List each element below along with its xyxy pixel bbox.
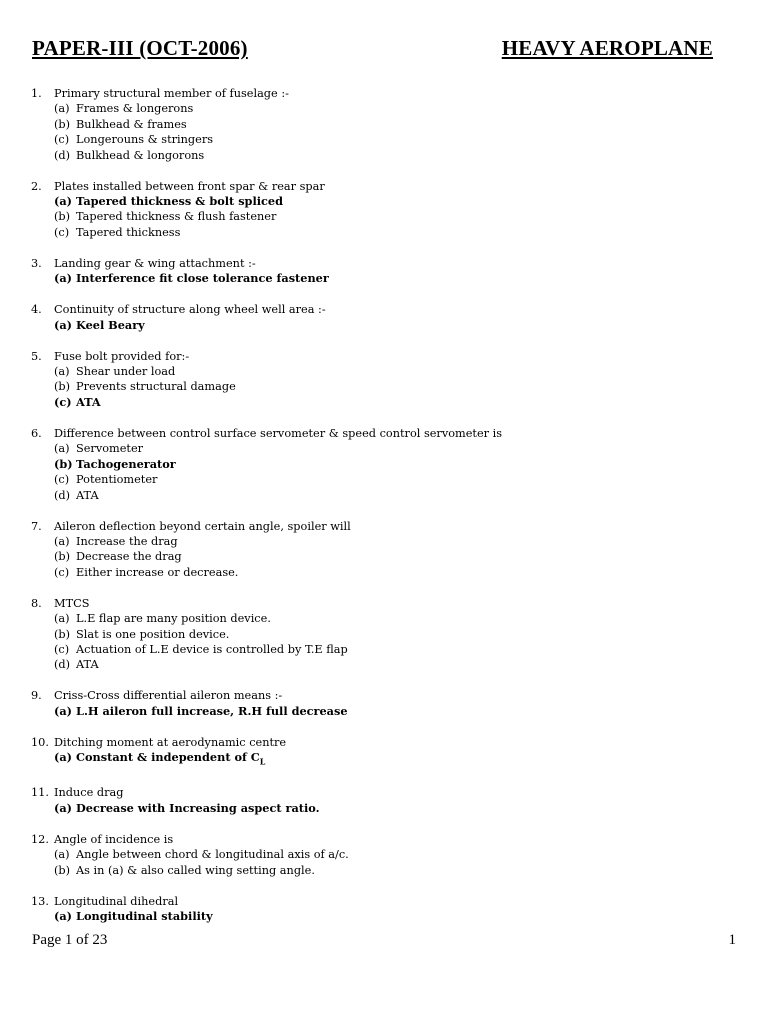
answer-option xyxy=(31,101,731,116)
question-text: MTCS xyxy=(54,596,90,610)
option-text-wrap xyxy=(76,750,265,770)
option-letter: (b) xyxy=(54,380,71,394)
answer-option xyxy=(31,379,731,394)
answer-option xyxy=(31,611,731,626)
option-text-wrap xyxy=(76,657,99,672)
option-text: Bulkhead & frames xyxy=(76,117,187,131)
answer-option xyxy=(31,565,731,580)
question-number: 2. xyxy=(31,179,42,193)
option-text: Servometer xyxy=(76,442,144,456)
question-item xyxy=(31,688,731,719)
question-text: Longitudinal dihedral xyxy=(54,894,179,908)
option-letter: (b) xyxy=(54,117,71,131)
option-letter: (c) xyxy=(54,133,70,147)
question-line xyxy=(31,832,731,847)
question-item xyxy=(31,735,731,770)
question-line xyxy=(31,735,731,750)
option-letter: (a) xyxy=(54,750,73,765)
option-text: Shear under load xyxy=(76,365,176,379)
option-text: Either increase or decrease. xyxy=(76,565,239,579)
option-text: L.H aileron full increase, R.H full decrease xyxy=(76,703,348,718)
question-text: Angle of incidence is xyxy=(54,832,174,846)
question-number: 13. xyxy=(31,894,49,908)
option-letter: (a) xyxy=(54,271,73,286)
option-text: Interference fit close tolerance fastener xyxy=(76,271,329,286)
option-text-wrap xyxy=(76,209,276,224)
question-number: 1. xyxy=(31,87,42,100)
option-text-wrap xyxy=(76,364,175,379)
option-letter: (b) xyxy=(54,550,71,564)
question-line xyxy=(31,688,731,703)
option-letter: (a) xyxy=(54,317,73,332)
answer-option xyxy=(31,225,731,240)
option-text-wrap xyxy=(76,194,283,209)
answer-option xyxy=(31,132,731,147)
option-letter: (c) xyxy=(54,394,72,409)
question-text: Difference between control surface servometer & speed control servometer is xyxy=(54,426,503,440)
option-text: ATA xyxy=(76,394,101,409)
question-number: 9. xyxy=(31,689,42,703)
option-text-wrap xyxy=(76,549,182,564)
answer-option-correct xyxy=(31,750,731,770)
paper-title: PAPER-III (OCT-2006) xyxy=(32,36,248,60)
option-letter: (a) xyxy=(54,102,70,116)
answer-option xyxy=(31,847,731,862)
option-text-wrap xyxy=(76,132,213,147)
question-line xyxy=(31,302,731,317)
question-number: 5. xyxy=(31,349,42,363)
option-text-wrap xyxy=(76,801,320,816)
option-text: Tapered thickness xyxy=(76,225,181,239)
option-text-wrap xyxy=(76,627,229,642)
question-line xyxy=(31,179,731,194)
option-text-wrap xyxy=(76,271,329,286)
question-line xyxy=(31,894,731,909)
option-text-wrap xyxy=(76,488,99,503)
option-letter: (c) xyxy=(54,473,70,487)
option-text: Potentiometer xyxy=(76,473,158,487)
question-text: Induce drag xyxy=(54,786,124,800)
question-line xyxy=(31,519,731,534)
option-text: Actuation of L.E device is controlled by T.E flap xyxy=(76,642,348,656)
answer-option xyxy=(31,627,731,642)
option-text-wrap xyxy=(76,611,271,626)
question-item xyxy=(31,832,731,878)
option-text-wrap xyxy=(76,847,349,862)
option-text-wrap xyxy=(76,225,180,240)
option-text-wrap xyxy=(76,642,348,657)
answer-option-correct xyxy=(31,194,731,209)
option-text: Frames & longerons xyxy=(76,102,194,116)
page-number: 1 xyxy=(728,932,736,948)
option-text: ATA xyxy=(76,488,99,502)
page-label: Page 1 of 23 xyxy=(32,932,108,948)
question-number: 7. xyxy=(31,519,42,533)
option-letter: (c) xyxy=(54,565,70,579)
option-letter: (a) xyxy=(54,909,73,924)
option-subscript: L xyxy=(259,756,266,767)
answer-option-correct xyxy=(31,457,731,472)
answer-option xyxy=(31,209,731,224)
option-text-wrap xyxy=(76,534,178,549)
option-text: ATA xyxy=(76,658,99,672)
subject-title: HEAVY AEROPLANE xyxy=(501,36,713,60)
option-letter: (a) xyxy=(54,534,70,548)
question-item xyxy=(31,256,731,287)
answer-option-correct xyxy=(31,909,731,924)
question-text: Ditching moment at aerodynamic centre xyxy=(54,735,287,749)
option-letter: (d) xyxy=(54,148,71,162)
question-number: 12. xyxy=(31,832,49,846)
option-text: Angle between chord & longitudinal axis of a/c. xyxy=(76,848,349,862)
answer-option xyxy=(31,549,731,564)
option-text: Bulkhead & longorons xyxy=(76,148,205,162)
answer-option-correct xyxy=(31,395,731,410)
question-number: 10. xyxy=(31,735,49,749)
option-text: Tapered thickness & bolt spliced xyxy=(76,194,284,209)
question-number: 8. xyxy=(31,596,42,610)
option-letter: (a) xyxy=(54,442,70,456)
option-text-wrap xyxy=(76,441,143,456)
question-line xyxy=(31,86,731,101)
question-number: 6. xyxy=(31,426,42,440)
option-text: Prevents structural damage xyxy=(76,380,236,394)
option-text-wrap xyxy=(76,472,157,487)
option-text: Increase the drag xyxy=(76,534,178,548)
answer-option xyxy=(31,642,731,657)
option-letter: (a) xyxy=(54,612,70,626)
answer-option xyxy=(31,534,731,549)
option-text-wrap xyxy=(76,457,176,472)
option-text: Longitudinal stability xyxy=(76,909,213,924)
option-letter: (a) xyxy=(54,848,70,862)
option-text: Tachogenerator xyxy=(76,456,176,471)
option-text: Tapered thickness & flush fastener xyxy=(76,210,277,224)
option-text: Longerouns & stringers xyxy=(76,133,214,147)
option-text-wrap xyxy=(76,117,187,132)
answer-option xyxy=(31,657,731,672)
question-item xyxy=(31,349,731,411)
question-text: Plates installed between front spar & rear spar xyxy=(54,179,325,193)
question-text: Aileron deflection beyond certain angle, spoiler will xyxy=(54,519,351,533)
question-text: Fuse bolt provided for:- xyxy=(54,349,190,363)
option-letter: (b) xyxy=(54,456,73,471)
question-item xyxy=(31,519,731,581)
answer-option-correct xyxy=(31,704,731,719)
question-item xyxy=(31,596,731,673)
question-item xyxy=(31,894,731,925)
option-text: Constant & independent of C xyxy=(76,750,260,765)
question-text: Landing gear & wing attachment :- xyxy=(54,256,256,270)
answer-option xyxy=(31,117,731,132)
question-number: 3. xyxy=(31,256,42,270)
question-line xyxy=(31,349,731,364)
option-text-wrap xyxy=(76,379,236,394)
option-text: Decrease the drag xyxy=(76,550,182,564)
answer-option xyxy=(31,441,731,456)
option-letter: (b) xyxy=(54,863,71,877)
answer-option-correct xyxy=(31,318,731,333)
question-line xyxy=(31,596,731,611)
option-letter: (b) xyxy=(54,210,71,224)
option-letter: (a) xyxy=(54,365,70,379)
option-text-wrap xyxy=(76,909,213,924)
option-text-wrap xyxy=(76,148,204,163)
option-text: L.E flap are many position device. xyxy=(76,612,271,626)
option-text: Decrease with Increasing aspect ratio. xyxy=(76,800,320,815)
option-letter: (c) xyxy=(54,225,70,239)
option-text-wrap xyxy=(76,565,238,580)
option-text-wrap xyxy=(76,704,348,719)
question-text: Continuity of structure along wheel well area :- xyxy=(54,303,326,317)
answer-option xyxy=(31,863,731,878)
option-letter: (a) xyxy=(54,800,73,815)
question-item xyxy=(31,179,731,241)
question-line xyxy=(31,785,731,800)
answer-option-correct xyxy=(31,271,731,286)
question-text: Criss-Cross differential aileron means :- xyxy=(54,689,283,703)
option-letter: (a) xyxy=(54,703,73,718)
answer-option xyxy=(31,472,731,487)
question-number: 4. xyxy=(31,303,42,317)
question-list xyxy=(31,86,731,940)
option-text-wrap xyxy=(76,863,315,878)
question-text: Primary structural member of fuselage :- xyxy=(54,87,289,100)
answer-option xyxy=(31,364,731,379)
option-text-wrap xyxy=(76,318,145,333)
option-letter: (c) xyxy=(54,642,70,656)
option-text-wrap xyxy=(76,395,101,410)
question-line xyxy=(31,256,731,271)
question-line xyxy=(31,426,731,441)
option-letter: (a) xyxy=(54,194,73,209)
question-number: 11. xyxy=(31,786,49,800)
question-item xyxy=(31,86,731,163)
question-item xyxy=(31,785,731,816)
answer-option-correct xyxy=(31,801,731,816)
option-text-wrap xyxy=(76,101,193,116)
option-text: As in (a) & also called wing setting angle. xyxy=(76,863,315,877)
question-item xyxy=(31,302,731,333)
question-item xyxy=(31,426,731,503)
option-letter: (d) xyxy=(54,488,71,502)
answer-option xyxy=(31,488,731,503)
option-letter: (b) xyxy=(54,627,71,641)
answer-option xyxy=(31,148,731,163)
option-text: Keel Beary xyxy=(76,317,145,332)
option-letter: (d) xyxy=(54,658,71,672)
option-text: Slat is one position device. xyxy=(76,627,230,641)
